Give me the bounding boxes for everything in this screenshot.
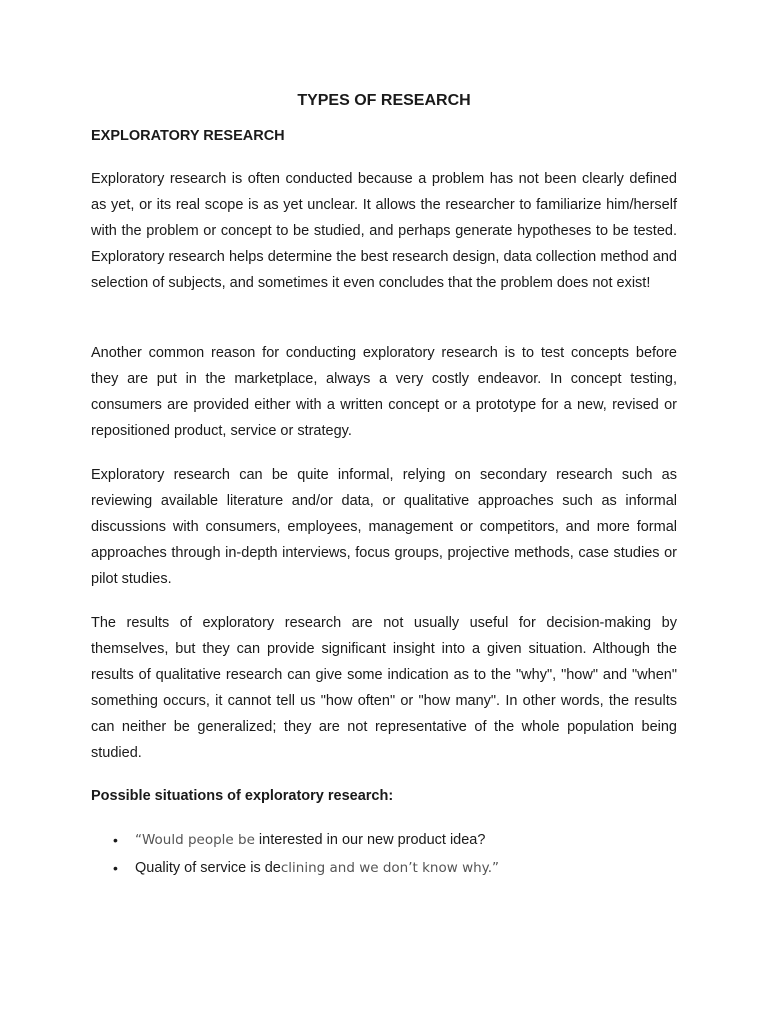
list-item <box>91 826 677 854</box>
page-title: TYPES OF RESEARCH <box>297 92 471 109</box>
list-item-text-end: clining and we don’t know why.” <box>280 860 500 876</box>
bullet-icon: • <box>113 832 118 848</box>
list-item-text-end: interested in our new product idea? <box>254 832 486 848</box>
paragraph: Another common reason for conducting exploratory research is to test concepts before they are put in the marketplace, always a very costly endeavor. In concept testing, consumers are provided either with a written concept or a prototype for a new, revised or repositioned product, service or strategy. <box>91 345 677 439</box>
list-item-text-start: “Would people be <box>135 832 255 848</box>
bullet-list <box>91 826 677 882</box>
section-heading: EXPLORATORY RESEARCH <box>91 128 285 144</box>
list-item-text-start: Quality of service is de <box>135 860 281 876</box>
paragraph: Exploratory research is often conducted because a problem has not been clearly defined as yet, or its real scope is as yet unclear. It allows the researcher to familiarize him/herself with the problem or concept to be studied, and perhaps generate hypotheses to be tested. Exploratory research helps determine the best research design, data collection method and selection of subjects, and sometimes it even concludes that the problem does not exist! <box>91 171 677 291</box>
paragraph: The results of exploratory research are not usually useful for decision-making by themselves, but they can provide significant insight into a given situation. Although the results of qualitative research can give some indication as to the "why", "how" and "when" something occurs, it cannot tell us "how often" or "how many". In other words, the results can neither be generalized; they are not representative of the whole population being studied. <box>91 615 677 761</box>
subheading: Possible situations of exploratory research: <box>91 788 394 804</box>
list-item <box>91 854 677 882</box>
bullet-icon: • <box>113 860 118 876</box>
paragraph: Exploratory research can be quite informal, relying on secondary research such as reviewing available literature and/or data, or qualitative approaches such as informal discussions with consumers, employees, management or competitors, and more formal approaches through in-depth interviews, focus groups, projective methods, case studies or pilot studies. <box>91 467 677 587</box>
